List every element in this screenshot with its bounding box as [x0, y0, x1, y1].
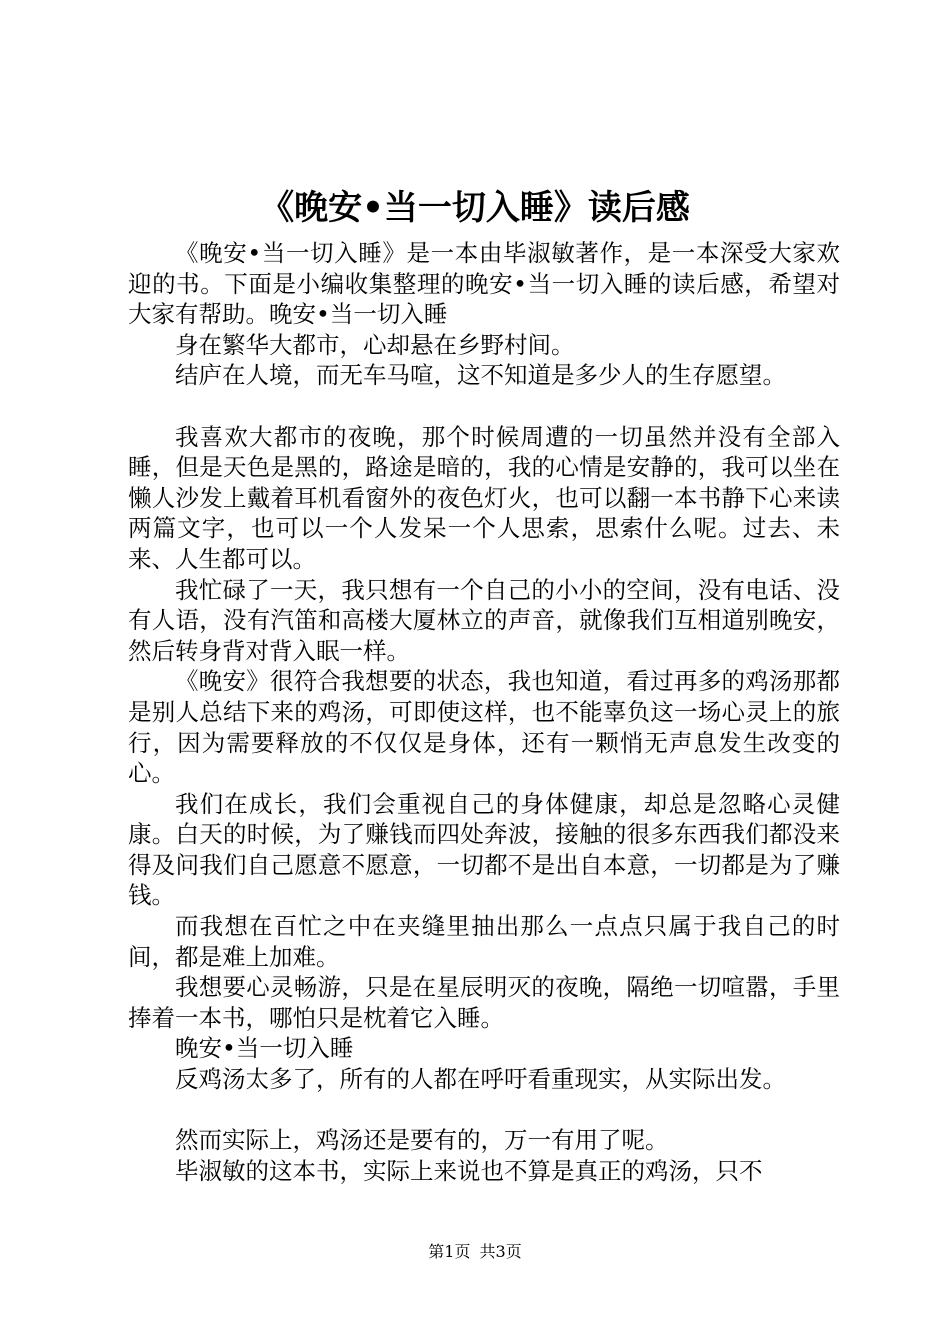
paragraph: 《晚安•当一切入睡》是一本由毕淑敏著作，是一本深受大家欢迎的书。下面是小编收集整理的晚安•当一切入睡的读后感，希望对大家有帮助。晚安•当一切入睡	[128, 239, 840, 329]
blank-line	[128, 391, 840, 422]
paragraph: 我想要心灵畅游，只是在星辰明灭的夜晚，隔绝一切喧嚣，手里捧着一本书，哪怕只是枕着它入睡。	[128, 973, 840, 1032]
page-footer	[0, 1241, 950, 1263]
paragraph: 然而实际上，鸡汤还是要有的，万一有用了呢。	[175, 1126, 669, 1155]
paragraph: 我喜欢大都市的夜晚，那个时候周遭的一切虽然并没有全部入睡，但是天色是黑的，路途是暗的，我的心情是安静的，我可以坐在懒人沙发上戴着耳机看窗外的夜色灯火，也可以翻一本书静下心来读两篇文字，也可以一个人发呆一个人思索，思索什么呢。过去、未来、人生都可以。	[128, 422, 840, 573]
page-number: 第1页	[428, 1242, 471, 1261]
document-title: 《晚安•当一切入睡》读后感	[260, 188, 690, 228]
blank-line	[128, 1095, 840, 1126]
paragraph: 《晚安》很符合我想要的状态，我也知道，看过再多的鸡汤那都是别人总结下来的鸡汤，可即使这样，也不能辜负这一场心灵上的旅行，因为需要释放的不仅仅是身体，还有一颗悄无声息发生改变的心。	[128, 667, 840, 788]
paragraph: 我忙碌了一天，我只想有一个自己的小小的空间，没有电话、没有人语，没有汽笛和高楼大厦林立的声音，就像我们互相道别晚安，然后转身背对背入眠一样。	[128, 575, 840, 665]
paragraph: 而我想在百忙之中在夹缝里抽出那么一点点只属于我自己的时间，都是难上加难。	[128, 912, 840, 971]
paragraph: 结庐在人境，而无车马喧，这不知道是多少人的生存愿望。	[175, 361, 786, 390]
document-body	[128, 238, 840, 1186]
paragraph: 反鸡汤太多了，所有的人都在呼吁看重现实，从实际出发。	[175, 1065, 786, 1094]
paragraph: 身在繁华大都市，心却悬在乡野村间。	[175, 330, 575, 359]
paragraph: 我们在成长，我们会重视自己的身体健康，却总是忽略心灵健康。白天的时候，为了赚钱而四处奔波，接触的很多东西我们都没来得及问我们自己愿意不愿意，一切都不是出自本意，一切都是为了赚钱。	[128, 789, 840, 910]
page-total: 共3页	[479, 1242, 522, 1261]
paragraph: 晚安•当一切入睡	[175, 1034, 354, 1063]
paragraph: 毕淑敏的这本书，实际上来说也不算是真正的鸡汤，只不	[175, 1156, 763, 1185]
